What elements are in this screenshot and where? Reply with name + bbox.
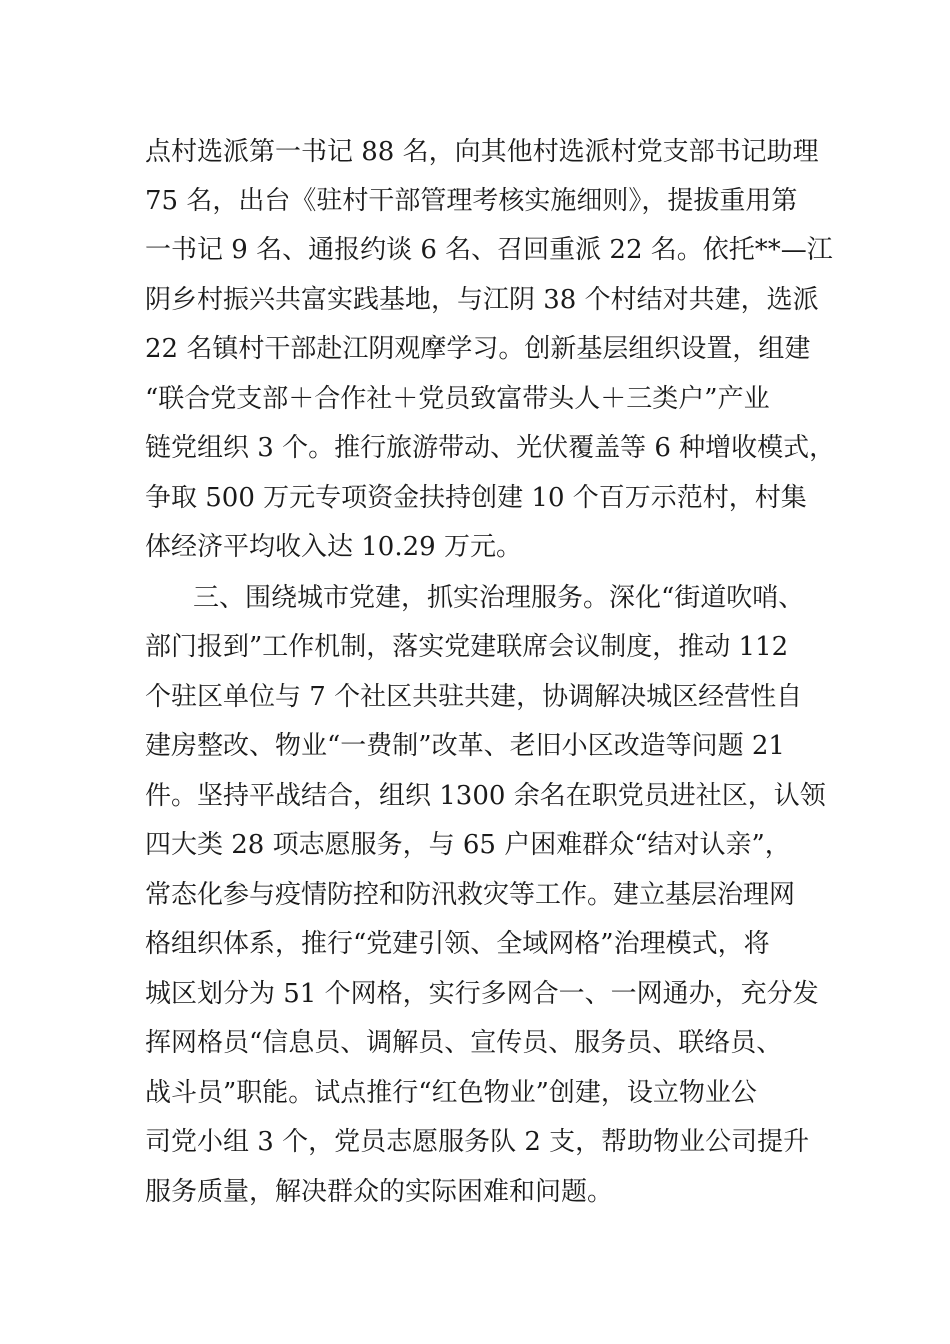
section-three-heading-line: 三、围绕城市党建，抓实治理服务。深化“街道吹哨、	[193, 583, 805, 613]
text-line-19: 挥网格员“信息员、调解员、宣传员、服务员、联络员、	[145, 1028, 783, 1058]
text-line-2: 75 名，出台《驻村干部管理考核实施细则》，提拔重用第	[145, 186, 798, 216]
text-line-4: 阴乡村振兴共富实践基地，与江阴 38 个村结对共建，选派	[145, 285, 819, 315]
text-line-6: “联合党支部＋合作社＋党员致富带头人＋三类户”产业	[145, 384, 770, 414]
text-line-17: 格组织体系，推行“党建引领、全域网格”治理模式，将	[145, 929, 770, 959]
text-line-12: 个驻区单位与 7 个社区共驻共建，协调解决城区经营性自	[145, 682, 803, 712]
text-line-1: 点村选派第一书记 88 名，向其他村选派村党支部书记助理	[145, 137, 819, 167]
text-line-13: 建房整改、物业“一费制”改革、老旧小区改造等问题 21	[145, 731, 785, 761]
text-line-8: 争取 500 万元专项资金扶持创建 10 个百万示范村，村集	[145, 483, 807, 513]
text-line-9: 体经济平均收入达 10.29 万元。	[145, 532, 522, 562]
text-line-3: 一书记 9 名、通报约谈 6 名、召回重派 22 名。依托**—江	[145, 235, 833, 265]
text-line-20: 战斗员”职能。试点推行“红色物业”创建，设立物业公	[145, 1078, 757, 1108]
text-line-21: 司党小组 3 个，党员志愿服务队 2 支，帮助物业公司提升	[145, 1127, 810, 1157]
text-line-15: 四大类 28 项志愿服务，与 65 户困难群众“结对认亲”，	[145, 830, 791, 860]
text-line-5: 22 名镇村干部赴江阴观摩学习。创新基层组织设置，组建	[145, 334, 811, 364]
text-line-18: 城区划分为 51 个网格，实行多网合一、一网通办，充分发	[145, 979, 819, 1009]
text-line-22: 服务质量，解决群众的实际困难和问题。	[145, 1177, 614, 1207]
text-line-7: 链党组织 3 个。推行旅游带动、光伏覆盖等 6 种增收模式，	[145, 433, 836, 463]
text-line-16: 常态化参与疫情防控和防汛救灾等工作。建立基层治理网	[145, 880, 796, 910]
text-line-11: 部门报到”工作机制，落实党建联席会议制度，推动 112	[145, 632, 789, 662]
text-line-14: 件。坚持平战结合，组织 1300 余名在职党员进社区，认领	[145, 781, 826, 811]
